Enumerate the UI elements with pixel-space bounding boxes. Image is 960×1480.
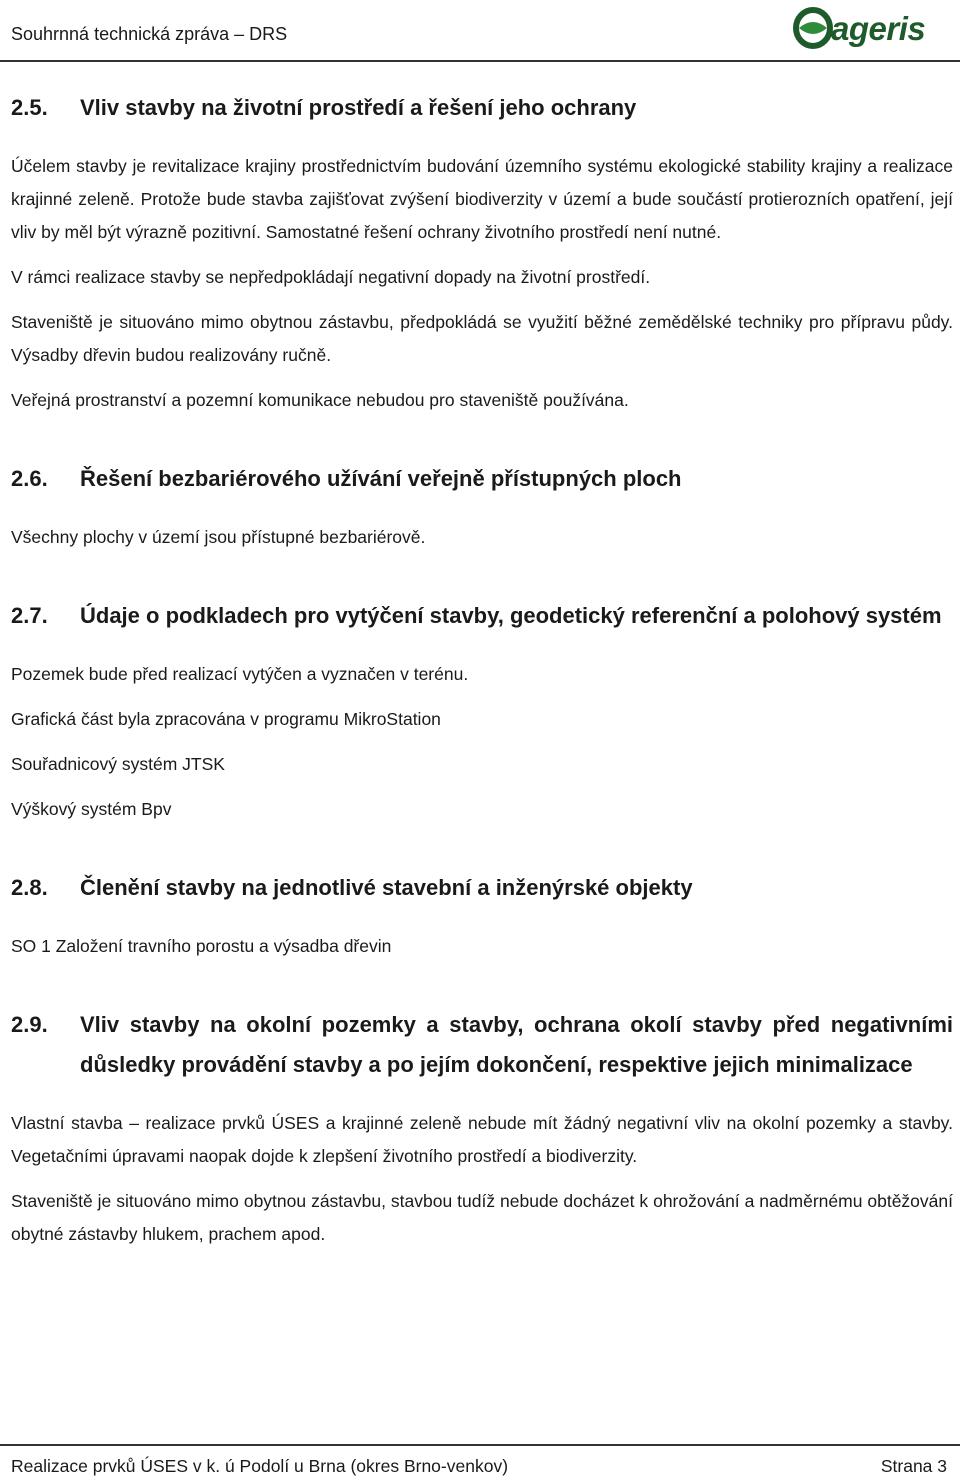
- section-number: 2.9.: [11, 1012, 48, 1037]
- header-divider: [0, 60, 960, 62]
- section-number: 2.6.: [11, 466, 48, 491]
- ageris-logo: [793, 4, 953, 52]
- paragraph: Výškový systém Bpv: [11, 799, 172, 819]
- paragraph: Všechny plochy v území jsou přístupné bezbariérově.: [11, 527, 426, 547]
- section-title: Vliv stavby na životní prostředí a řešení jeho ochrany: [80, 95, 637, 120]
- paragraph: Souřadnicový systém JTSK: [11, 754, 225, 774]
- paragraph: V rámci realizace stavby se nepředpokládají negativní dopady na životní prostředí.: [11, 267, 651, 287]
- section-heading: [11, 596, 953, 636]
- paragraph: Staveniště je situováno mimo obytnou zástavbu, stavbou tudíž nebude docházet k ohrožování a nadměrnému obtěžování obytné zástavby hlukem, prachem apod.: [11, 1191, 953, 1244]
- section-number: 2.5.: [11, 95, 48, 120]
- document-body: [11, 88, 953, 1251]
- section-title: Členění stavby na jednotlivé stavební a inženýrské objekty: [80, 875, 693, 900]
- section-number: 2.8.: [11, 875, 48, 900]
- paragraph: SO 1 Založení travního porostu a výsadba dřevin: [11, 936, 392, 956]
- ageris-leaf-icon: [793, 6, 833, 50]
- paragraph: Pozemek bude před realizací vytýčen a vyznačen v terénu.: [11, 664, 469, 684]
- paragraph: Grafická část byla zpracována v programu MikroStation: [11, 709, 441, 729]
- footer-divider: [0, 1444, 960, 1446]
- page-number: Strana 3: [880, 1456, 947, 1476]
- paragraph: Vlastní stavba – realizace prvků ÚSES a krajinné zeleně nebude mít žádný negativní vliv na okolní pozemky a stavby. Vegetačními úpravami naopak dojde k zlepšení životního prostředí a biodiverzity.: [11, 1113, 953, 1166]
- paragraph: Účelem stavby je revitalizace krajiny prostřednictvím budování územního systému ekologické stability krajiny a realizace krajinné zeleně. Protože bude stavba zajišťovat zvýšení biodiverzity v území a bude součástí protierozních opatření, její vliv by měl být výrazně pozitivní. Samostatné řešení ochrany životního prostředí není nutné.: [11, 156, 953, 242]
- paragraph: Staveniště je situováno mimo obytnou zástavbu, předpokládá se využití běžné zemědělské techniky pro přípravu půdy. Výsadby dřevin budou realizovány ručně.: [11, 312, 953, 365]
- footer-project-name: Realizace prvků ÚSES v k. ú Podolí u Brna (okres Brno-venkov): [11, 1456, 509, 1476]
- section-title: Vliv stavby na okolní pozemky a stavby, ochrana okolí stavby před negativními důsledky provádění stavby a po jejím dokončení, respektive jejich minimalizace: [80, 1012, 953, 1077]
- section-heading: [11, 459, 953, 499]
- section-title: Údaje o podkladech pro vytýčení stavby, geodetický referenční a polohový systém: [80, 603, 942, 628]
- document-title: Souhrnná technická zpráva – DRS: [11, 24, 288, 44]
- paragraph: Veřejná prostranství a pozemní komunikace nebudou pro staveniště používána.: [11, 390, 629, 410]
- section-heading: [11, 868, 953, 908]
- logo-text: ageris: [831, 10, 926, 47]
- page-header: [0, 0, 960, 64]
- section-title: Řešení bezbariérového užívání veřejně přístupných ploch: [80, 466, 682, 491]
- page-footer: [0, 1444, 960, 1480]
- section-heading: [11, 1005, 953, 1085]
- section-heading: [11, 88, 953, 128]
- section-number: 2.7.: [11, 603, 48, 628]
